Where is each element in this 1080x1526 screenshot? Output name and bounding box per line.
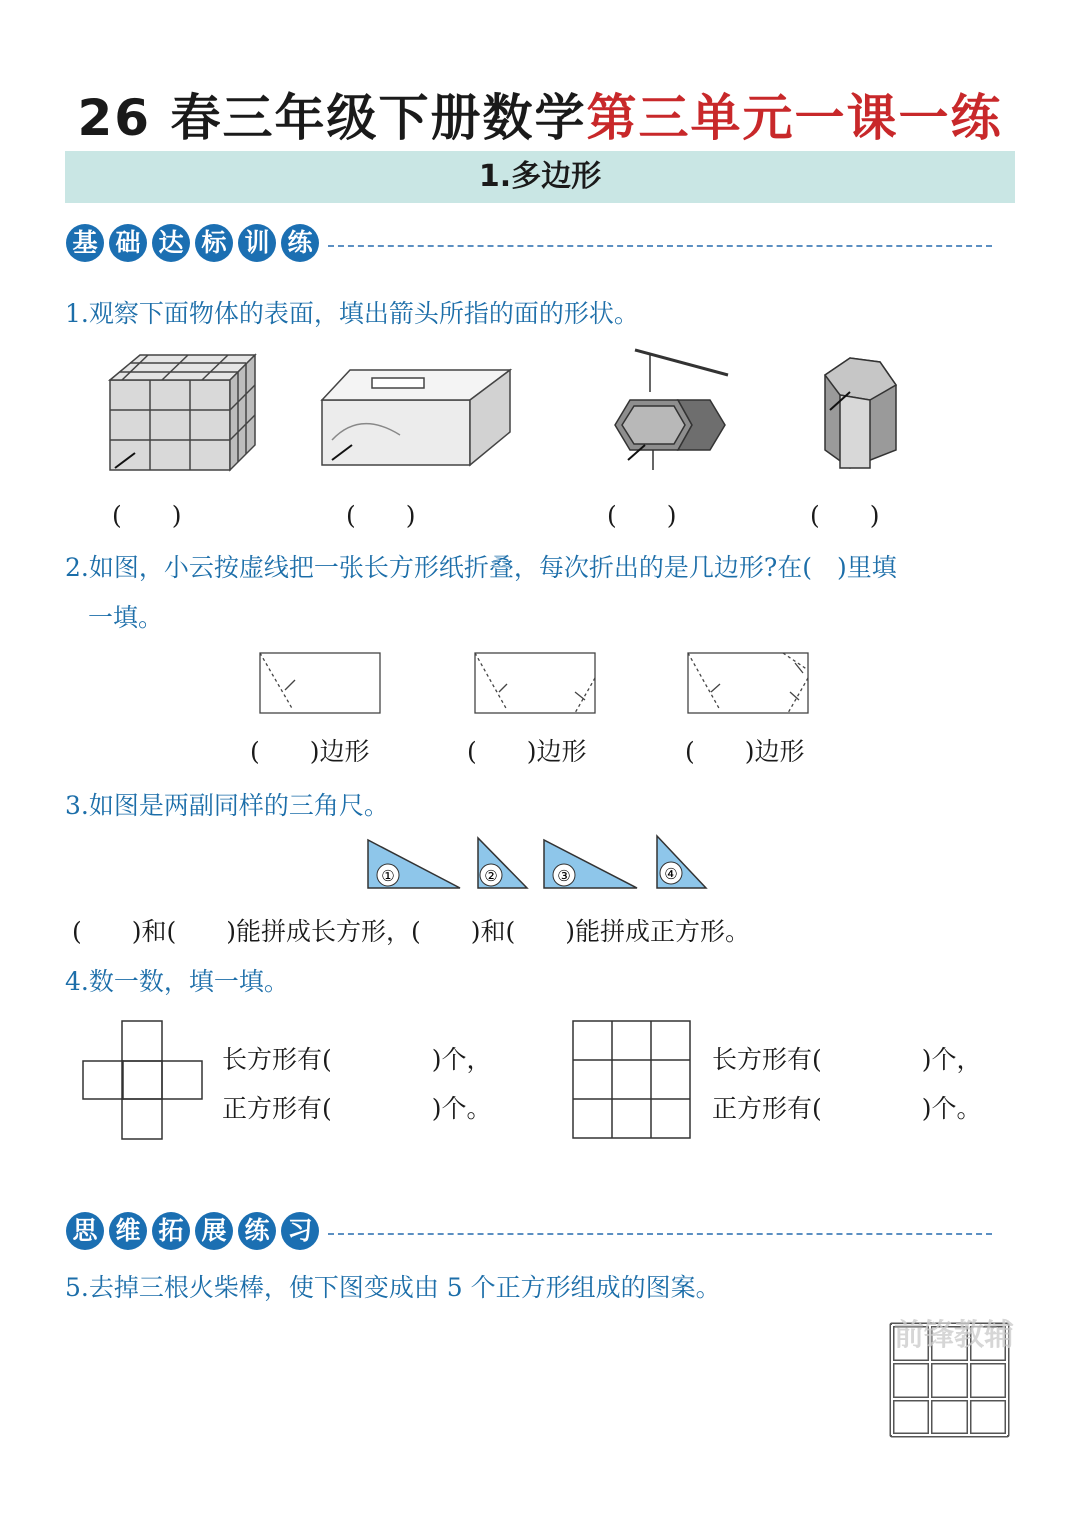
q4-left-rectangles[interactable]: 长方形有( )个， xyxy=(222,1045,492,1074)
section-char: 练 xyxy=(238,1212,276,1250)
question-4: 4.数一数，填一填。 xyxy=(65,967,289,996)
q2-answer-3[interactable]: ( )边形 xyxy=(685,737,805,766)
q4-right-rectangles[interactable]: 长方形有( )个， xyxy=(712,1045,982,1074)
lantern-figure xyxy=(615,350,728,470)
hexagonal-prism-figure xyxy=(825,358,896,468)
section-char: 维 xyxy=(109,1212,147,1250)
q1-blank-3[interactable]: ( ) xyxy=(607,501,677,530)
title-part-2: 第三单元一课一练 xyxy=(586,89,1003,147)
section-char: 基 xyxy=(66,224,104,262)
section-char: 础 xyxy=(109,224,147,262)
watermark: 前锋教辅 xyxy=(894,1318,1014,1353)
set-square-label: ③ xyxy=(557,867,571,885)
q1-blank-4[interactable]: ( ) xyxy=(810,501,880,530)
set-square-label: ② xyxy=(484,867,498,885)
set-square-2 xyxy=(478,838,527,888)
q1-figures xyxy=(60,340,960,490)
q2-answer-1[interactable]: ( )边形 xyxy=(250,737,370,766)
question-5: 5.去掉三根火柴棒，使下图变成由 5 个正方形组成的图案。 xyxy=(65,1273,721,1302)
section-char: 训 xyxy=(238,224,276,262)
lesson-title: 1.多边形 xyxy=(478,159,602,194)
set-square-label: ④ xyxy=(664,865,678,883)
section-heading-basic xyxy=(66,224,996,268)
section-char: 练 xyxy=(281,224,319,262)
lesson-header-bar xyxy=(65,151,1015,203)
folded-paper-2 xyxy=(475,653,595,713)
section-char: 思 xyxy=(66,1212,104,1250)
q2-answer-2[interactable]: ( )边形 xyxy=(467,737,587,766)
set-square-3 xyxy=(544,840,637,888)
section-heading-extension xyxy=(66,1212,996,1256)
folded-paper-1 xyxy=(260,653,380,713)
cube-figure xyxy=(110,355,255,470)
set-square-label: ① xyxy=(381,867,395,885)
section-divider xyxy=(328,1233,992,1235)
section-char: 习 xyxy=(281,1212,319,1250)
cross-shape-figure xyxy=(80,1018,210,1143)
q1-blank-1[interactable]: ( ) xyxy=(112,501,182,530)
q4-left-squares[interactable]: 正方形有( )个。 xyxy=(222,1094,492,1123)
section-divider xyxy=(328,245,992,247)
q2-figures xyxy=(255,648,825,720)
q3-answer[interactable]: ( )和( )能拼成长方形，( )和( )能拼成正方形。 xyxy=(72,917,751,946)
set-square-4 xyxy=(657,836,706,888)
section-char: 标 xyxy=(195,224,233,262)
folded-paper-3 xyxy=(688,653,808,713)
title-part-1: 26 春三年级下册数学 xyxy=(77,89,587,147)
tissue-box-figure xyxy=(322,370,510,465)
q4-right-squares[interactable]: 正方形有( )个。 xyxy=(712,1094,982,1123)
section-char: 展 xyxy=(195,1212,233,1250)
matchstick-figure xyxy=(882,1310,1027,1445)
section-char: 拓 xyxy=(152,1212,190,1250)
question-1: 1.观察下面物体的表面，填出箭头所指的面的形状。 xyxy=(65,299,639,328)
q3-set-squares xyxy=(360,830,720,896)
question-3: 3.如图是两副同样的三角尺。 xyxy=(65,791,389,820)
three-by-three-grid-figure xyxy=(570,1018,695,1143)
question-2-line-2: 一填。 xyxy=(88,603,164,632)
section-char: 达 xyxy=(152,224,190,262)
q1-blank-2[interactable]: ( ) xyxy=(346,501,416,530)
page-title xyxy=(0,78,1080,150)
question-2-line-1: 2.如图，小云按虚线把一张长方形纸折叠，每次折出的是几边形?在( )里填 xyxy=(65,553,897,582)
set-square-1 xyxy=(368,840,460,888)
